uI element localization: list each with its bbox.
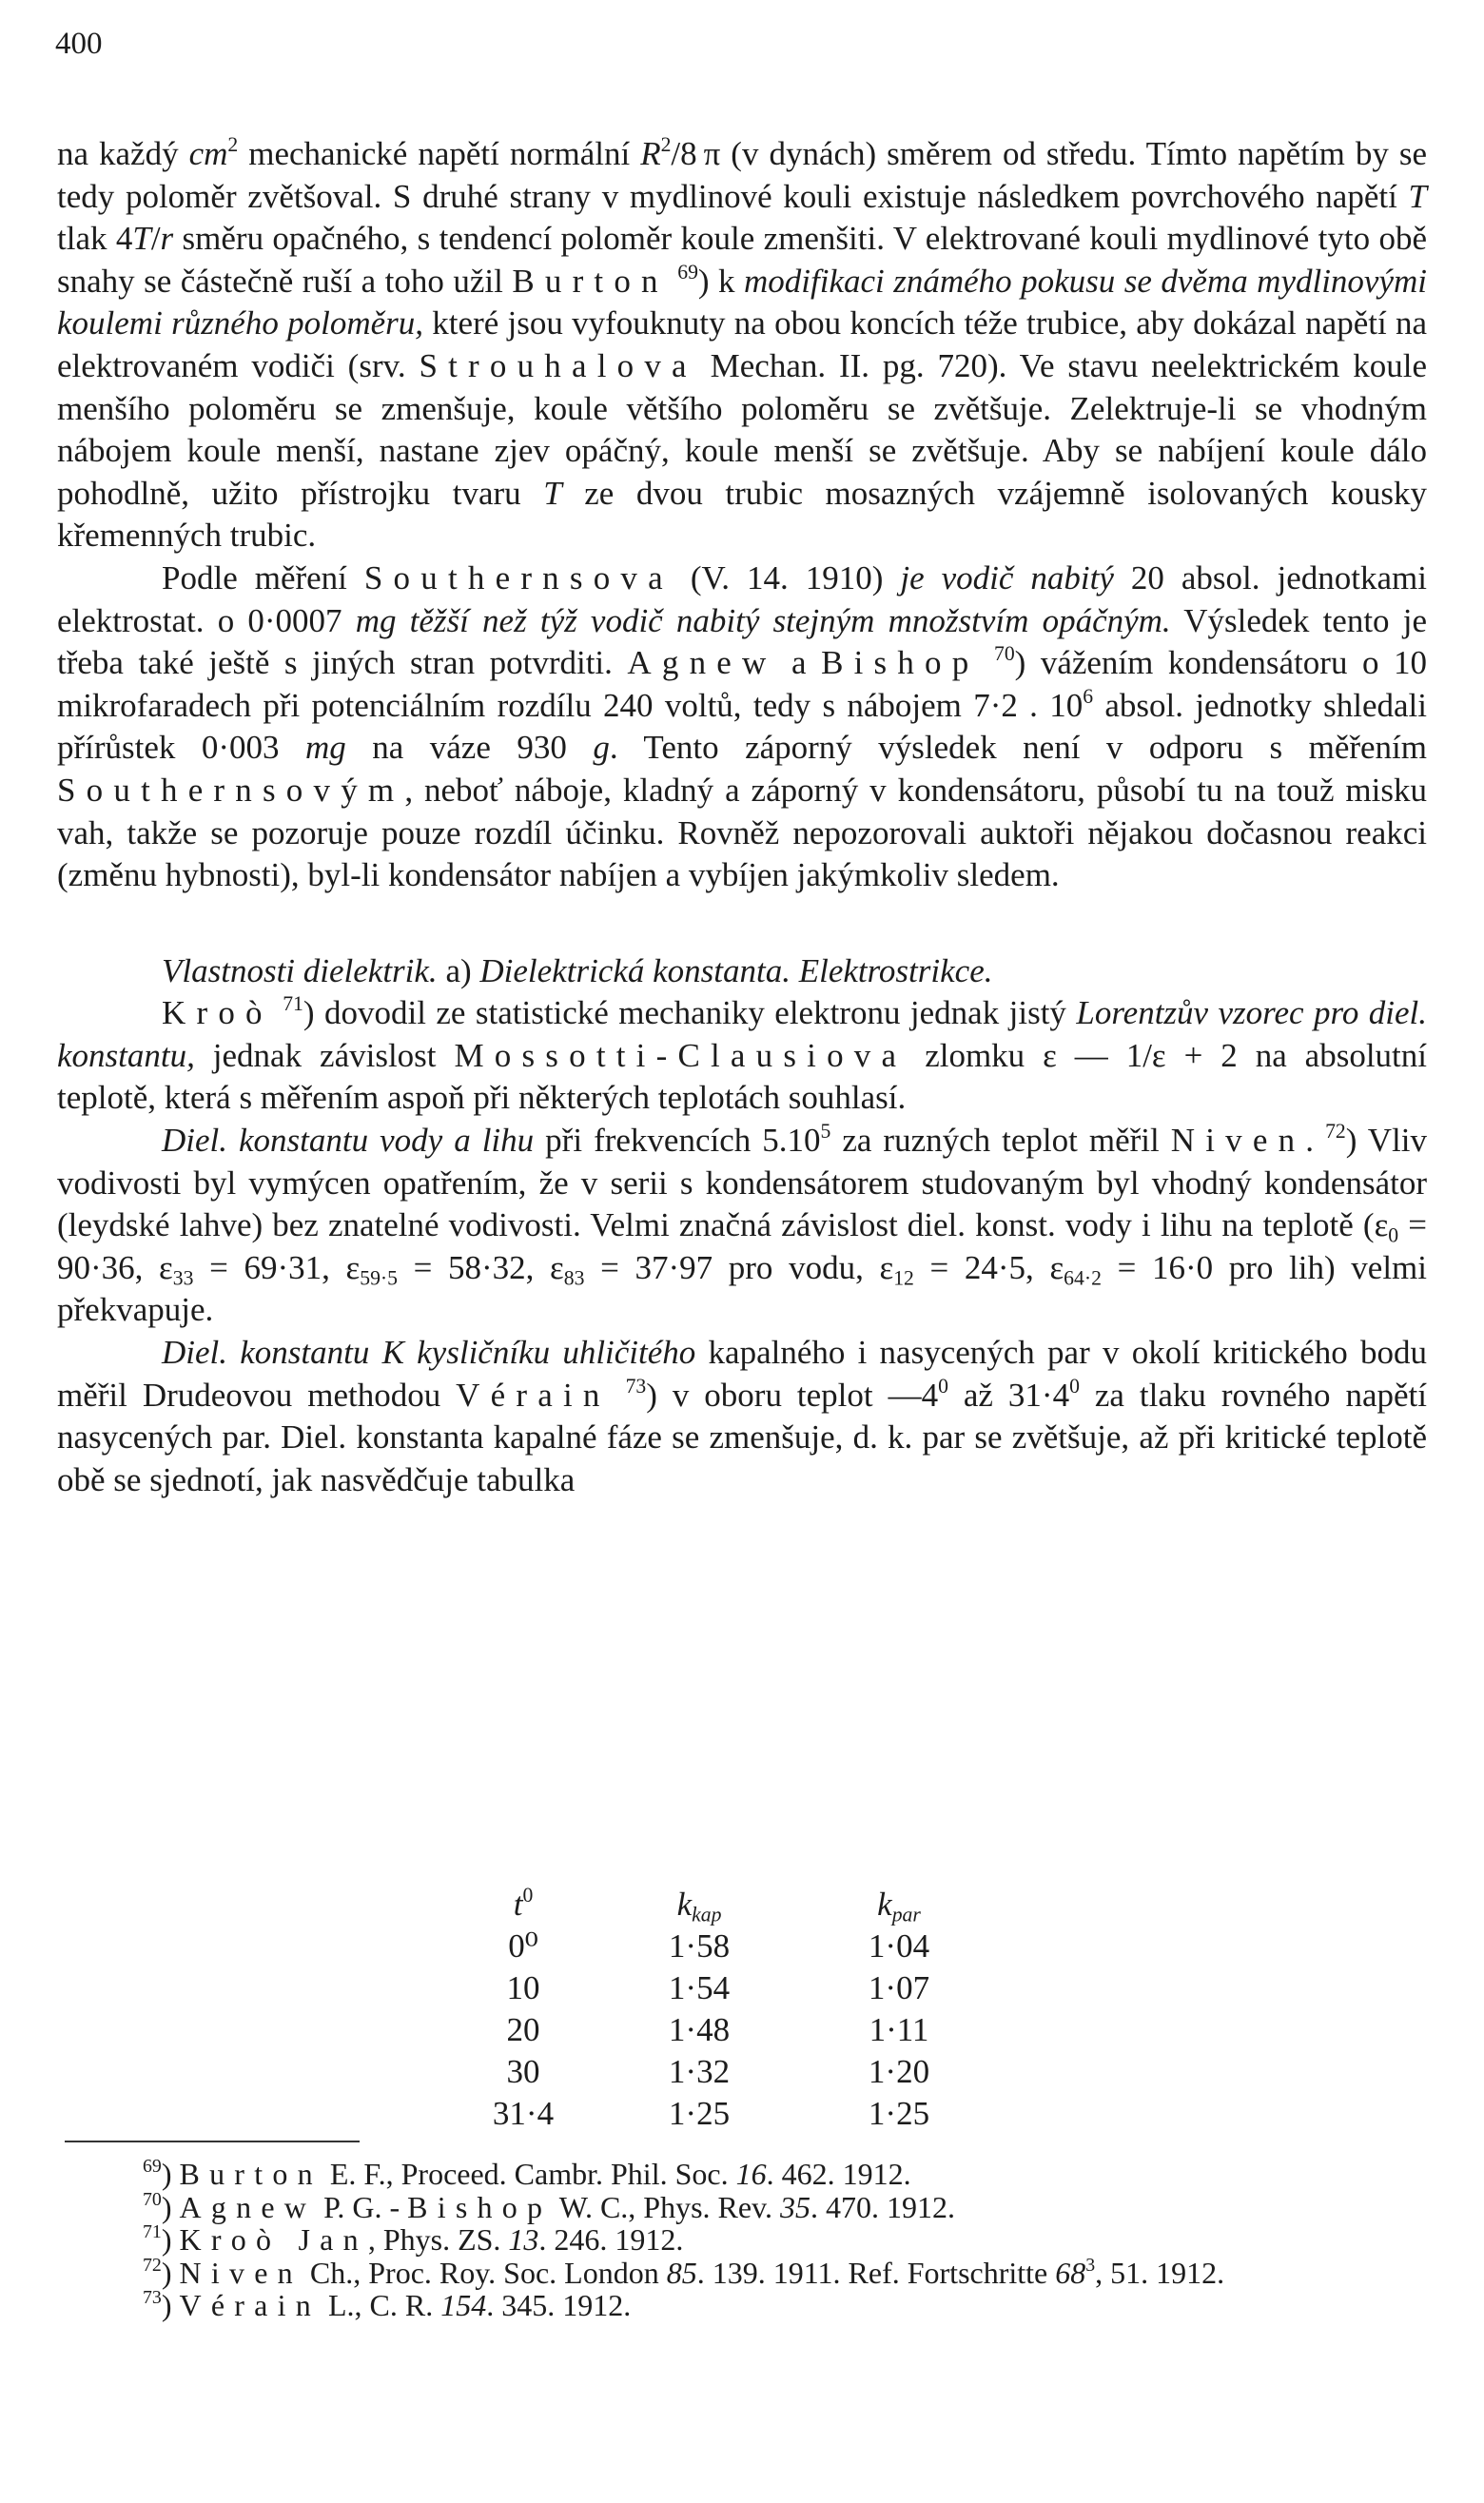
table-row: [447, 1927, 999, 1969]
footnote-number: 71: [143, 2221, 162, 2243]
table-cell: 31·4: [492, 2095, 555, 2132]
table-cell: 1·48: [668, 2011, 731, 2048]
footnote-text: ) Niven Ch., Proc. Roy. Soc. London 85. 139. 1911. Ref. Fortschritte $68^3$, 51. 1912.: [161, 2254, 1225, 2290]
table-row: [447, 2053, 999, 2095]
table-cell: 30: [506, 2053, 540, 2090]
paragraph: Diel. konstantu K kysličníku uhličitého kapalného i nasycených par v okolí kritického bodu měřil Drudeovou methodou Vérain $^{73}$) v oboru teplot $—4^0$ až $31\cdot 4^0$ za tlaku rovného napětí nasycených par. Diel. konstanta kapalné fáze se zmenšuje, d. k. par se zvětšuje, až při kritické teplotě obě se sjednotí, jak nasvědčuje tabulka: [57, 1334, 1427, 1498]
header-t: $t^0$: [513, 1883, 534, 1923]
table-cell: 1·25: [868, 2095, 930, 2132]
table-cell: 1·25: [668, 2095, 731, 2132]
table-row: [447, 1969, 999, 2011]
table-cell: 1·58: [668, 1927, 731, 1965]
footnote: [57, 2223, 1427, 2257]
footnote-text: ) Burton E. F., Proceed. Cambr. Phil. Soc. 16. 462. 1912.: [161, 2157, 911, 2191]
table-cell: 1·54: [668, 1969, 731, 2006]
paragraph: Diel. konstantu vody a lihu při frekvencích 5.10$^5$ za ruzných teplot měřil Niven. $^{72}$) Vliv vodivosti byl vymýcen opatřením, že v serii s kondensátorem studovaným byl vhodný kondensátor (leydské lahve) bez znatelné vodivosti. Velmi značná závislost diel. konst. vody i lihu na teplotě ($\varepsilon_0 = 90\cdot 36$, $\varepsilon_{33} = 69\cdot 31$, $\varepsilon_{59\cdot 5} = 58\cdot 32$, $\varepsilon_{83} = 37\cdot 97$ pro vodu, $\varepsilon_{12} = 24\cdot 5$, $\varepsilon_{64\cdot 2} = 16\cdot 0$ pro lih) velmi překvapuje.: [57, 1119, 1428, 1329]
footnote: [57, 2289, 1427, 2322]
table-header-row: [447, 1883, 999, 1927]
table-cell: 20: [506, 2011, 540, 2048]
table-cell: 1·20: [868, 2053, 930, 2090]
table-cell: 1·07: [868, 1969, 930, 2006]
footnote-text: ) Kroò Jan, Phys. ZS. 13. 246. 1912.: [161, 2222, 684, 2257]
footnote-text: ) Vérain L., C. R. 154. 345. 1912.: [161, 2288, 632, 2322]
footnote-number: 73: [143, 2287, 162, 2309]
footnote: [57, 2254, 1427, 2290]
footnote-number: 72: [143, 2254, 162, 2276]
footnotes: [57, 2158, 1427, 2322]
table-cell: 1·11: [869, 2011, 929, 2048]
footnote: [57, 2158, 1427, 2191]
footnote-text: ) Agnew P. G. - Bishop W. C., Phys. Rev. 35. 470. 1912.: [161, 2189, 956, 2224]
header-k-kap: $k_{kap}$: [676, 1886, 722, 1926]
paragraph: na každý $cm^2$ mechanické napětí normální $R^2/8$ π (v dynách) směrem od středu. Tímto napětím by se tedy poloměr zvětšoval. S druhé strany v mydlinové kouli existuje následkem povrchového napětí T tlak 4T/r směru opačného, s tendencí poloměr koule zmenšiti. V elektrované kouli mydlinové tyto obě snahy se částečně ruší a toho užil Burton $^{69}$) k modifikaci známého pokusu se dvěma mydlinovými koulemi různého poloměru, které jsou vyfouknuty na obou koncích téže trubice, aby dokázal napětí na elektrovaném vodiči (srv. Strouhalova Mechan. II. pg. 720). Ve stavu neelektrickém koule menšího poloměru se zmenšuje, koule většího poloměru se zvětšuje. Zelektruje-li se vhodným nábojem koule menší, nastane zjev opáčný, koule menší se zvětšuje. Aby se nabíjení koule dálo pohodlně, užito přístrojku tvaru T ze dvou trubic mosazných vzájemně isolovaných kousky křemenných trubic.: [57, 132, 1428, 555]
table-cell: 0⁰: [508, 1927, 538, 1965]
table-body: [447, 1927, 999, 2137]
table-cell: 1·04: [868, 1927, 930, 1965]
footnote-number: 69: [143, 2156, 162, 2178]
table-row: [447, 2095, 999, 2137]
table-row: [447, 2011, 999, 2053]
table-cell: 10: [506, 1969, 540, 2006]
paragraph: Podle měření Southernsova (V. 14. 1910) je vodič nabitý 20 absol. jednotkami elektrostat. o 0·0007 mg těžší než týž vodič nabitý stejným množstvím opáčným. Výsledek tento je třeba také ještě s jiných stran potvrditi. Agnew a Bishop $^{70}$) vážením kondensátoru o 10 mikrofaradech při potenciálním rozdílu 240 voltů, tedy s nábojem 7·2 . $10^6$ absol. jednotky shledali přírůstek 0·003 mg na váze 930 g. Tento záporný výsledek není v odporu s měřením Southernsovým, neboť náboje, kladný a záporný v kondensátoru, působí tu na touž misku vah, takže se pozoruje pouze rozdíl účinku. Rovněž nepozorovali auktoři nějakou dočasnou reakci (změnu hybnosti), byl-li kondensátor nabíjen a vybíjen jakýmkoliv sledem.: [57, 558, 1427, 894]
paragraph: Kroò $^{71}$) dovodil ze statistické mechaniky elektronu jednak jistý Lorentzův vzorec pro diel. konstantu, jednak závislost Mossotti-Clausiova zlomku ε — 1/ε + 2 na absolutní teplotě, která s měřením aspoň při některých teplotách souhlasí.: [57, 992, 1428, 1117]
main-text: [57, 133, 1427, 1501]
data-table: [447, 1883, 999, 2137]
page-number: 400: [55, 27, 103, 61]
footnote-rule: [65, 2141, 360, 2142]
header-k-par: $k_{par}$: [877, 1886, 921, 1926]
footnote: [57, 2188, 1427, 2224]
paragraph: Vlastnosti dielektrik. a) Dielektrická konstanta. Elektrostrikce.: [162, 951, 993, 989]
table-cell: 1·32: [668, 2053, 731, 2090]
footnote-number: 70: [143, 2188, 162, 2210]
